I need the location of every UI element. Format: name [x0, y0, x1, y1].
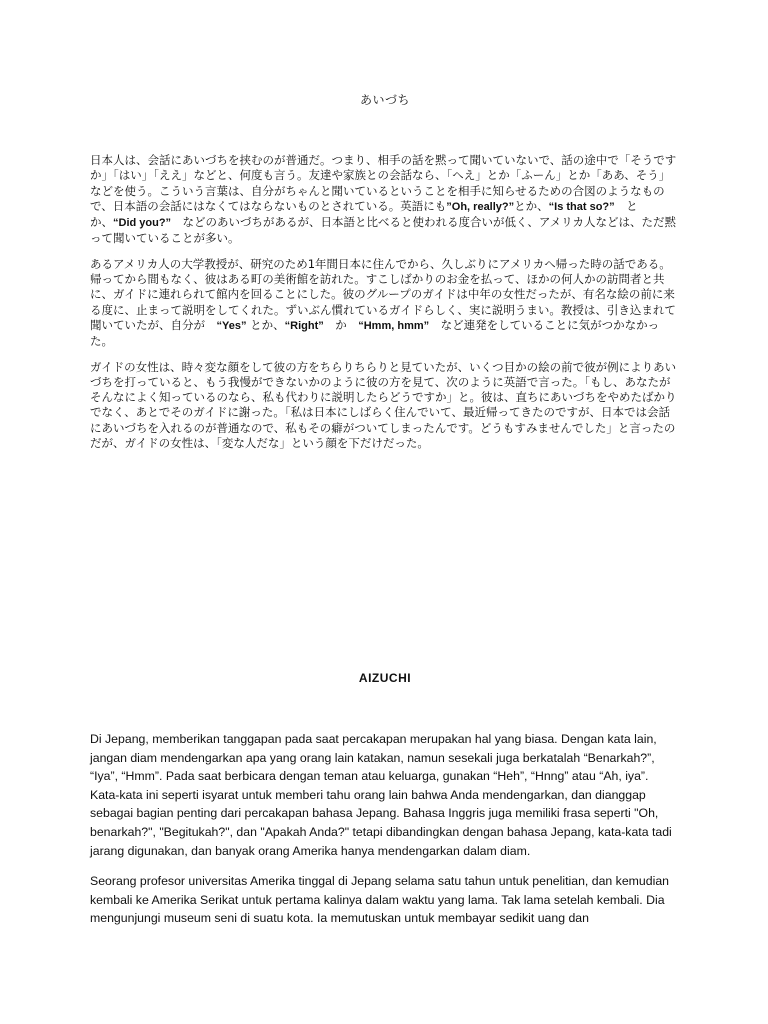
japanese-text: あるアメリカ人の大学教授が、研究のため1年間日本に住んでから、久しぶりにアメリカへ帰った時の話である。帰ってから間もなく、彼はある町の美術館を訪れた。すこしばかりのお金を払って、ほかの何人かの訪問者と共に、ガイドに連れられて館内を回ることにした。彼のグループのガイドは中年の女性だったが、有名な絵の前に来る度に、止まって説明をしてくれた。ずいぶん慣れているガイドらしく、実に説明うまい。教授は、引き込まれて聞いていたが、自分が — [90, 256, 676, 332]
english-phrase: “Yes” — [216, 319, 247, 332]
english-phrase: “Is that so?” — [548, 200, 615, 213]
japanese-text: 日本人は、会話にあいづちを挟むのが普通だ。つまり、相手の話を黙って聞いていないで、話の途中で「そうですか」「はい」「ええ」などと、何度も言う。友達や家族との会話なら、「へえ」とか「ふーん」とか「ああ、そう」などを使う。こういう言葉は、自分がちゃんと聞いているということを相手に知らせるための合図のようなもので、日本語の会話にはなくてはならないものとされている。英語にも — [90, 153, 677, 213]
japanese-paragraph-1 — [90, 153, 680, 247]
indonesian-title: AIZUCHI — [358, 671, 412, 685]
english-phrase: “Did you?” — [113, 217, 172, 230]
english-phrase: ”Oh, really?” — [446, 200, 515, 213]
indonesian-paragraph-2: Seorang profesor universitas Amerika tinggal di Jepang selama satu tahun untuk penelitian, dan kemudian kembali ke Amerika Serikat untuk pertama kalinya dalam waktu yang lama. Tak lama setelah kembali. Dia mengunjungi museum seni di suatu kota. Ia memutuskan untuk membayar sedikit uang dan — [90, 874, 669, 926]
japanese-section — [90, 92, 680, 461]
english-phrase: “Right” — [284, 319, 324, 332]
english-phrase: “Hmm, hmm” — [358, 319, 430, 332]
indonesian-paragraph-1: Di Jepang, memberikan tanggapan pada saat percakapan merupakan hal yang biasa. Dengan kata lain, jangan diam mendengarkan apa yang orang lain katakan, namun sesekali juga berkatalah “Benarkah?”, “Iya”, “Hmm”. Pada saat berbicara dengan teman atau keluarga, gunakan “Heh”, “Hnng” atau “Ah, iya”. Kata-kata ini seperti isyarat untuk memberi tahu orang lain bahwa Anda mendengarkan, dan dianggap sebagai bagian penting dari percakapan bahasa Jepang. Bahasa Inggris juga memiliki frasa seperti "Oh, benarkah?", "Begitukah?", dan "Apakah Anda?" tetapi dibandingkan dengan bahasa Jepang, kata-kata tadi jarang digunakan, dan banyak orang Amerika hanya mendengarkan dalam diam. — [90, 732, 672, 858]
japanese-body — [90, 153, 680, 451]
japanese-text: など連発をしていることに気がつかなかった。 — [90, 317, 660, 349]
japanese-text: ガイドの女性は、時々変な顔をして彼の方をちらりちらりと見ていたが、いくつ目かの絵の前で彼が例によりあいづちを打っていると、もう我慢ができないかのように彼の方を見て、次のように英語で言った。「もし、あなたがそんなによく知っているのなら、私も代わりに説明したらどうですか」と。彼は、直ちにあいづちをやめたばかりでなく、あとでそのガイドに謝った。「私は日本にしばらく住んでいて、最近帰ってきたのですが、日本では会話にあいづちを入れるのが普通なので、私もその癖がついてしまったんです。どうもすみませんでした」と言ったのだが、ガイドの女性は、「変な人だな」という顔を下だけだった。 — [90, 359, 677, 451]
japanese-text: とか、 — [90, 198, 638, 230]
japanese-text: か — [323, 317, 359, 332]
japanese-text: とか、 — [246, 317, 285, 332]
indonesian-section — [90, 670, 680, 940]
japanese-text: とか、 — [514, 198, 549, 213]
japanese-paragraph-2 — [90, 257, 680, 350]
japanese-title: あいづち — [359, 93, 410, 107]
japanese-paragraph-3 — [90, 360, 680, 452]
japanese-text: などのあいづちがあるが、日本語と比べると使われる度合いが低く、アメリカ人などは、ただ黙って聞いていることが多い。 — [90, 215, 677, 246]
